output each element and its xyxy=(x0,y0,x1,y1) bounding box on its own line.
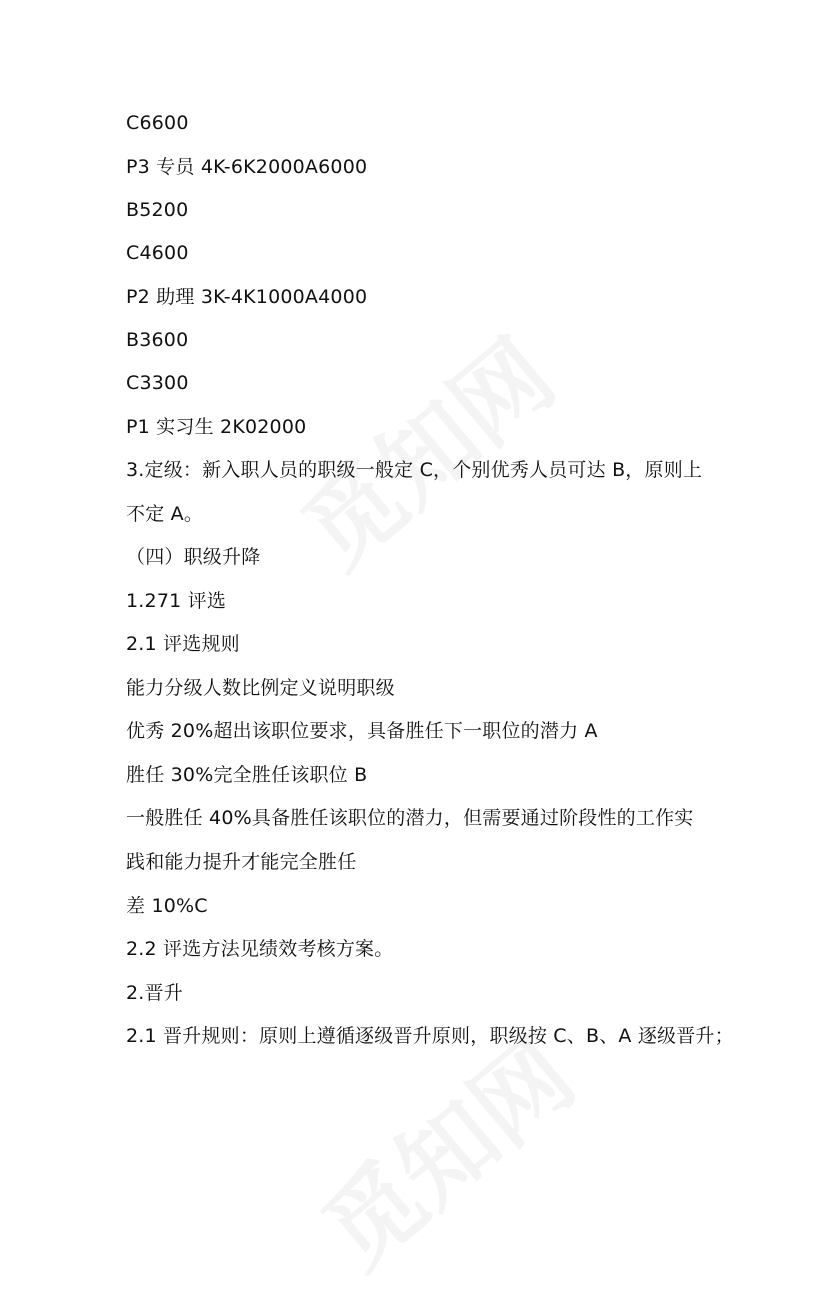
watermark-top xyxy=(270,303,579,593)
text-line: 差 10%C xyxy=(126,895,208,917)
text-line: 2.晋升 xyxy=(126,982,183,1004)
text-line: C3300 xyxy=(126,372,189,394)
text-line: 1.271 评选 xyxy=(126,590,227,612)
text-line: 3.定级：新入职人员的职级一般定 C，个别优秀人员可达 B，原则上 xyxy=(126,459,703,481)
text-line: 能力分级人数比例定义说明职级 xyxy=(126,677,395,699)
text-line: 不定 A。 xyxy=(126,503,204,525)
text-line: 胜任 30%完全胜任该职位 B xyxy=(126,764,368,786)
section-heading: （四）职级升降 xyxy=(126,546,261,568)
text-line: P2 助理 3K-4K1000A4000 xyxy=(126,286,368,308)
text-line: 2.1 评选规则 xyxy=(126,633,240,655)
text-line: 2.1 晋升规则：原则上遵循逐级晋升原则，职级按 C、B、A 逐级晋升； xyxy=(126,1025,734,1047)
text-line: P1 实习生 2K02000 xyxy=(126,416,307,438)
text-line: 优秀 20%超出该职位要求，具备胜任下一职位的潜力 A xyxy=(126,720,598,742)
text-line: 践和能力提升才能完全胜任 xyxy=(126,851,357,873)
text-line: 一般胜任 40%具备胜任该职位的潜力，但需要通过阶段性的工作实 xyxy=(126,807,694,829)
text-line: 2.2 评选方法见绩效考核方案。 xyxy=(126,938,394,960)
text-line: B5200 xyxy=(126,199,189,221)
text-line: P3 专员 4K-6K2000A6000 xyxy=(126,156,368,178)
text-line: B3600 xyxy=(126,329,189,351)
text-line: C6600 xyxy=(126,112,189,134)
text-line: C4600 xyxy=(126,242,189,264)
